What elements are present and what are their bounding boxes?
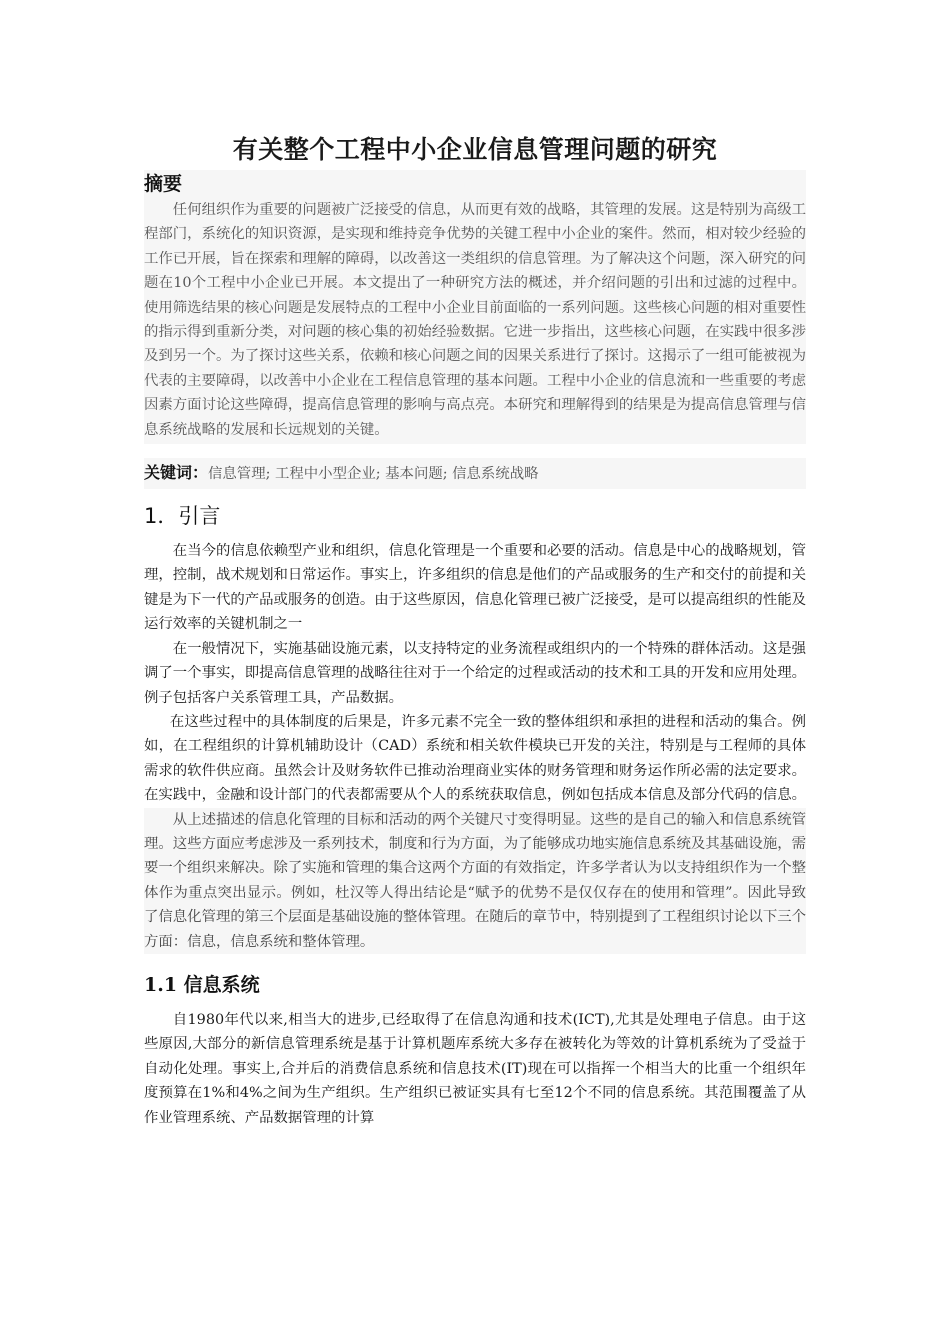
document-page [144,130,806,1130]
section-1-paragraph: 在一般情况下，实施基础设施元素，以支持特定的业务流程或组织内的一个特殊的群体活动。这是强调了一个事实，即提高信息管理的战略往往对于一个给定的过程或活动的技术和工具的开发和应用处理。例子包括客户关系管理工具，产品数据。 [144,640,806,706]
document-title: 有关整个工程中小企业信息管理问题的研究 [232,135,718,164]
section-1-paragraph: 在这些过程中的具体制度的后果是，许多元素不完全一致的整体组织和承担的进程和活动的集合。例如，在工程组织的计算机辅助设计（CAD）系统和相关软件模块已开发的关注，特别是与工程师的具体需求的软件供应商。虽然会计及财务软件已推动治理商业实体的财务管理和财务运作所必需的法定要求。在实践中，金融和设计部门的代表都需要从个人的系统获取信息，例如包括成本信息及部分代码的信息。 [144,713,806,804]
keywords-section [144,458,806,489]
keywords-text: 信息管理; 工程中小型企业; 基本问题; 信息系统战略 [208,466,539,483]
section-1-1-heading: 1.1 信息系统 [144,973,260,996]
abstract-heading: 摘要 [144,173,183,195]
abstract-text: 任何组织作为重要的问题被广泛接受的信息，从而更有效的战略，其管理的发展。这是特别为高级工程部门，系统化的知识资源，是实现和维持竞争优势的关键工程中小企业的案件。然而，相对较少经验的工作已开展，旨在探索和理解的障碍，以改善这一类组织的信息管理。为了解决这个问题，深入研究的问题在10个工程中小企业已开展。本文提出了一种研究方法的概述，并介绍问题的引出和过滤的过程中。使用筛选结果的核心问题是发展特点的工程中小企业目前面临的一系列问题。这些核心问题的相对重要性的指示得到重新分类，对问题的核心集的初始经验数据。它进一步指出，这些核心问题，在实践中很多涉及到另一个。为了探讨这些关系，依赖和核心问题之间的因果关系进行了探讨。这揭示了一组可能被视为代表的主要障碍，以改善中小企业在工程信息管理的基本问题。工程中小企业的信息流和一些重要的考虑因素方面讨论这些障碍，提高信息管理的影响与高点亮。本研究和理解得到的结果是为提高信息管理与信息系统战略的发展和长远规划的关键。 [144,202,806,438]
section-1-paragraph: 从上述描述的信息化管理的目标和活动的两个关键尺寸变得明显。这些的是自己的输入和信息系统管理。这些方面应考虑涉及一系列技术，制度和行为方面，为了能够成功地实施信息系统及其基础设施，需要一个组织来解决。除了实施和管理的集合这两个方面的有效指定，许多学者认为以支持组织作为一个整体作为重点突出显示。例如，杜汉等人得出结论是“赋予的优势不是仅仅存在的使用和管理”。因此导致了信息化管理的第三个层面是基础设施的整体管理。在随后的章节中，特别提到了工程组织讨论以下三个方面：信息，信息系统和整体管理。 [144,808,806,954]
section-1-paragraph: 在当今的信息依赖型产业和组织，信息化管理是一个重要和必要的活动。信息是中心的战略规划，管理，控制，战术规划和日常运作。事实上，许多组织的信息是他们的产品或服务的生产和交付的前提和关键是为下一代的产品或服务的创造。由于这些原因，信息化管理已被广泛接受，是可以提高组织的性能及运行效率的关键机制之一 [144,543,806,633]
keywords-label: 关键词： [144,463,209,483]
section-1-heading: 1．引言 [144,504,221,529]
section-1-1-paragraph: 自1980年代以来,相当大的进步,已经取得了在信息沟通和技术(ICT),尤其是处理电子信息。由于这些原因,大部分的新信息管理系统是基于计算机题库系统大多存在被转化为等效的计算机系统为了受益于自动化处理。事实上,合并后的消费信息系统和信息技术(IT)现在可以指挥一个相当大的比重一个组织年度预算在1%和4%之间为生产组织。生产组织已被证实具有七至12个不同的信息系统。其范围覆盖了从作业管理系统、产品数据管理的计算 [144,1011,806,1126]
abstract-section [144,170,806,444]
